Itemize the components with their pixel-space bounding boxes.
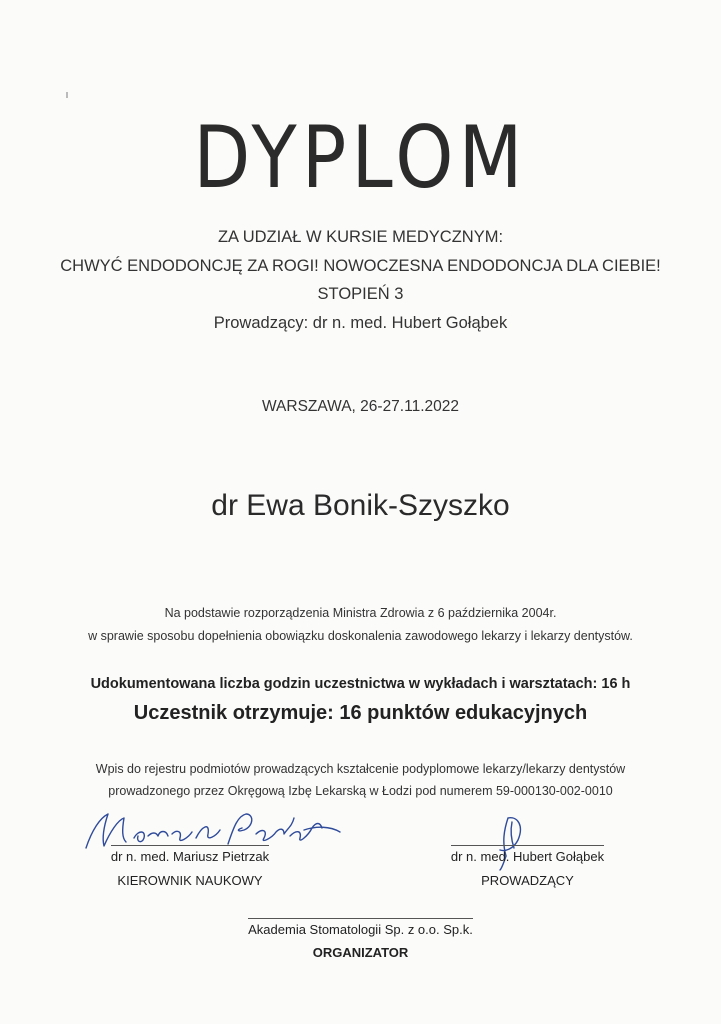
points-statement: Uczestnik otrzymuje: 16 punktów edukacyjnych [133, 702, 588, 724]
registry-line-1: Wpis do rejestru podmiotów prowadzących kształcenie podyplomowe lekarzy/lekarzy dentystów [95, 762, 626, 776]
course-intro: ZA UDZIAŁ W KURSIE MEDYCZNYM: [217, 228, 504, 246]
recipient-name: dr Ewa Bonik-Szyszko [211, 489, 510, 522]
organizer-block [0, 918, 721, 960]
registry-line-2: prowadzonego przez Okręgową Izbę Lekarską w Łodzi pod numerem 59-000130-002-0010 [108, 784, 613, 798]
scan-speck [66, 92, 68, 98]
left-signatory [80, 845, 300, 888]
right-signatory [420, 845, 635, 888]
organizer-name: Akademia Stomatologii Sp. z o.o. Sp.k. [248, 918, 473, 937]
place-date: WARSZAWA, 26-27.11.2022 [262, 398, 459, 415]
right-signatory-role: PROWADZĄCY [481, 873, 574, 888]
right-signatory-name: dr n. med. Hubert Gołąbek [451, 845, 604, 864]
left-signatory-name: dr n. med. Mariusz Pietrzak [111, 845, 269, 864]
course-level: STOPIEŃ 3 [317, 285, 404, 303]
course-title: CHWYĆ ENDODONCJĘ ZA ROGI! NOWOCZESNA ENDODONCJA DLA CIEBIE! [60, 257, 661, 275]
legal-basis-line-1: Na podstawie rozporządzenia Ministra Zdrowia z 6 października 2004r. [164, 606, 557, 620]
hours-statement: Udokumentowana liczba godzin uczestnictwa w wykładach i warsztatach: 16 h [90, 676, 631, 692]
lecturer-line: Prowadzący: dr n. med. Hubert Gołąbek [213, 314, 508, 332]
diploma-title: DYPLOM [193, 108, 528, 208]
legal-basis-line-2: w sprawie sposobu dopełnienia obowiązku doskonalenia zawodowego lekarzy i lekarzy dentystów. [88, 629, 633, 643]
organizer-role: ORGANIZATOR [312, 945, 409, 960]
left-signatory-role: KIEROWNIK NAUKOWY [117, 873, 263, 888]
